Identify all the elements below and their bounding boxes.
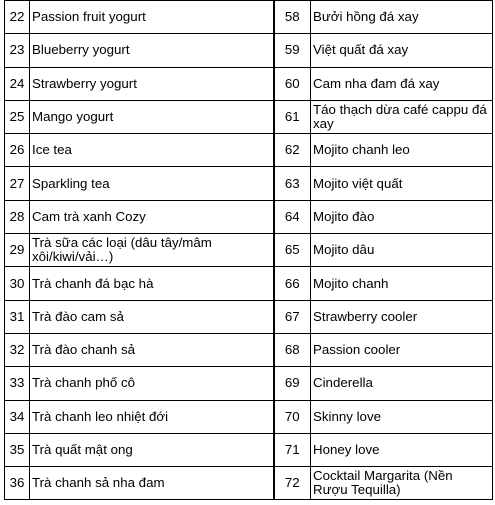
table-row [5, 300, 493, 333]
table-row [5, 467, 493, 500]
item-name-cell: Sparkling tea [30, 167, 274, 200]
item-number-cell: 31 [5, 300, 30, 333]
item-name-cell: Táo thạch dừa café cappu đá xay [311, 100, 493, 133]
table-row [5, 34, 493, 67]
item-name-cell: Trà chanh sả nha đam [30, 467, 274, 500]
item-number-cell: 62 [274, 134, 311, 167]
table-row [5, 67, 493, 100]
item-name-cell: Mojito chanh [311, 267, 493, 300]
table-row [5, 333, 493, 366]
item-name-cell: Cinderella [311, 367, 493, 400]
item-number-cell: 70 [274, 400, 311, 433]
item-number-cell: 33 [5, 367, 30, 400]
item-number-cell: 60 [274, 67, 311, 100]
table-row [5, 234, 493, 267]
item-number-cell: 65 [274, 234, 311, 267]
item-number-cell: 71 [274, 433, 311, 466]
item-name-cell: Ice tea [30, 134, 274, 167]
item-number-cell: 34 [5, 400, 30, 433]
item-name-cell: Trà sữa các loại (dâu tây/mâm xôi/kiwi/vải…) [30, 234, 274, 267]
item-number-cell: 72 [274, 467, 311, 500]
item-name-cell: Mango yogurt [30, 100, 274, 133]
item-name-cell: Passion cooler [311, 333, 493, 366]
item-name-cell: Việt quất đá xay [311, 34, 493, 67]
table-row [5, 134, 493, 167]
item-name-cell: Trà quất mật ong [30, 433, 274, 466]
item-name-cell: Trà đào chanh sả [30, 333, 274, 366]
item-number-cell: 35 [5, 433, 30, 466]
item-number-cell: 36 [5, 467, 30, 500]
item-number-cell: 67 [274, 300, 311, 333]
menu-table [4, 0, 493, 500]
table-row [5, 167, 493, 200]
item-name-cell: Honey love [311, 433, 493, 466]
item-name-cell: Mojito dâu [311, 234, 493, 267]
item-number-cell: 59 [274, 34, 311, 67]
item-number-cell: 58 [274, 1, 311, 34]
item-name-cell: Trà chanh đá bạc hà [30, 267, 274, 300]
item-number-cell: 61 [274, 100, 311, 133]
menu-table-body [5, 1, 493, 500]
item-number-cell: 63 [274, 167, 311, 200]
item-number-cell: 27 [5, 167, 30, 200]
item-name-cell: Passion fruit yogurt [30, 1, 274, 34]
item-name-cell: Mojito chanh leo [311, 134, 493, 167]
table-row [5, 267, 493, 300]
item-number-cell: 32 [5, 333, 30, 366]
item-name-cell: Bưởi hồng đá xay [311, 1, 493, 34]
item-number-cell: 66 [274, 267, 311, 300]
table-row [5, 100, 493, 133]
item-name-cell: Mojito đào [311, 200, 493, 233]
item-number-cell: 23 [5, 34, 30, 67]
item-number-cell: 22 [5, 1, 30, 34]
table-row [5, 1, 493, 34]
item-number-cell: 26 [5, 134, 30, 167]
table-row [5, 400, 493, 433]
table-row [5, 367, 493, 400]
item-number-cell: 29 [5, 234, 30, 267]
item-name-cell: Cocktail Margarita (Nền Rượu Tequilla) [311, 467, 493, 500]
item-name-cell: Mojito việt quất [311, 167, 493, 200]
item-number-cell: 30 [5, 267, 30, 300]
item-number-cell: 28 [5, 200, 30, 233]
item-name-cell: Skinny love [311, 400, 493, 433]
item-number-cell: 68 [274, 333, 311, 366]
item-name-cell: Cam trà xanh Cozy [30, 200, 274, 233]
item-number-cell: 64 [274, 200, 311, 233]
table-row [5, 200, 493, 233]
item-name-cell: Blueberry yogurt [30, 34, 274, 67]
item-name-cell: Trà chanh leo nhiệt đới [30, 400, 274, 433]
item-number-cell: 69 [274, 367, 311, 400]
item-number-cell: 25 [5, 100, 30, 133]
table-row [5, 433, 493, 466]
item-name-cell: Strawberry cooler [311, 300, 493, 333]
item-name-cell: Trà chanh phố cô [30, 367, 274, 400]
item-name-cell: Cam nha đam đá xay [311, 67, 493, 100]
item-name-cell: Trà đào cam sả [30, 300, 274, 333]
item-number-cell: 24 [5, 67, 30, 100]
item-name-cell: Strawberry yogurt [30, 67, 274, 100]
